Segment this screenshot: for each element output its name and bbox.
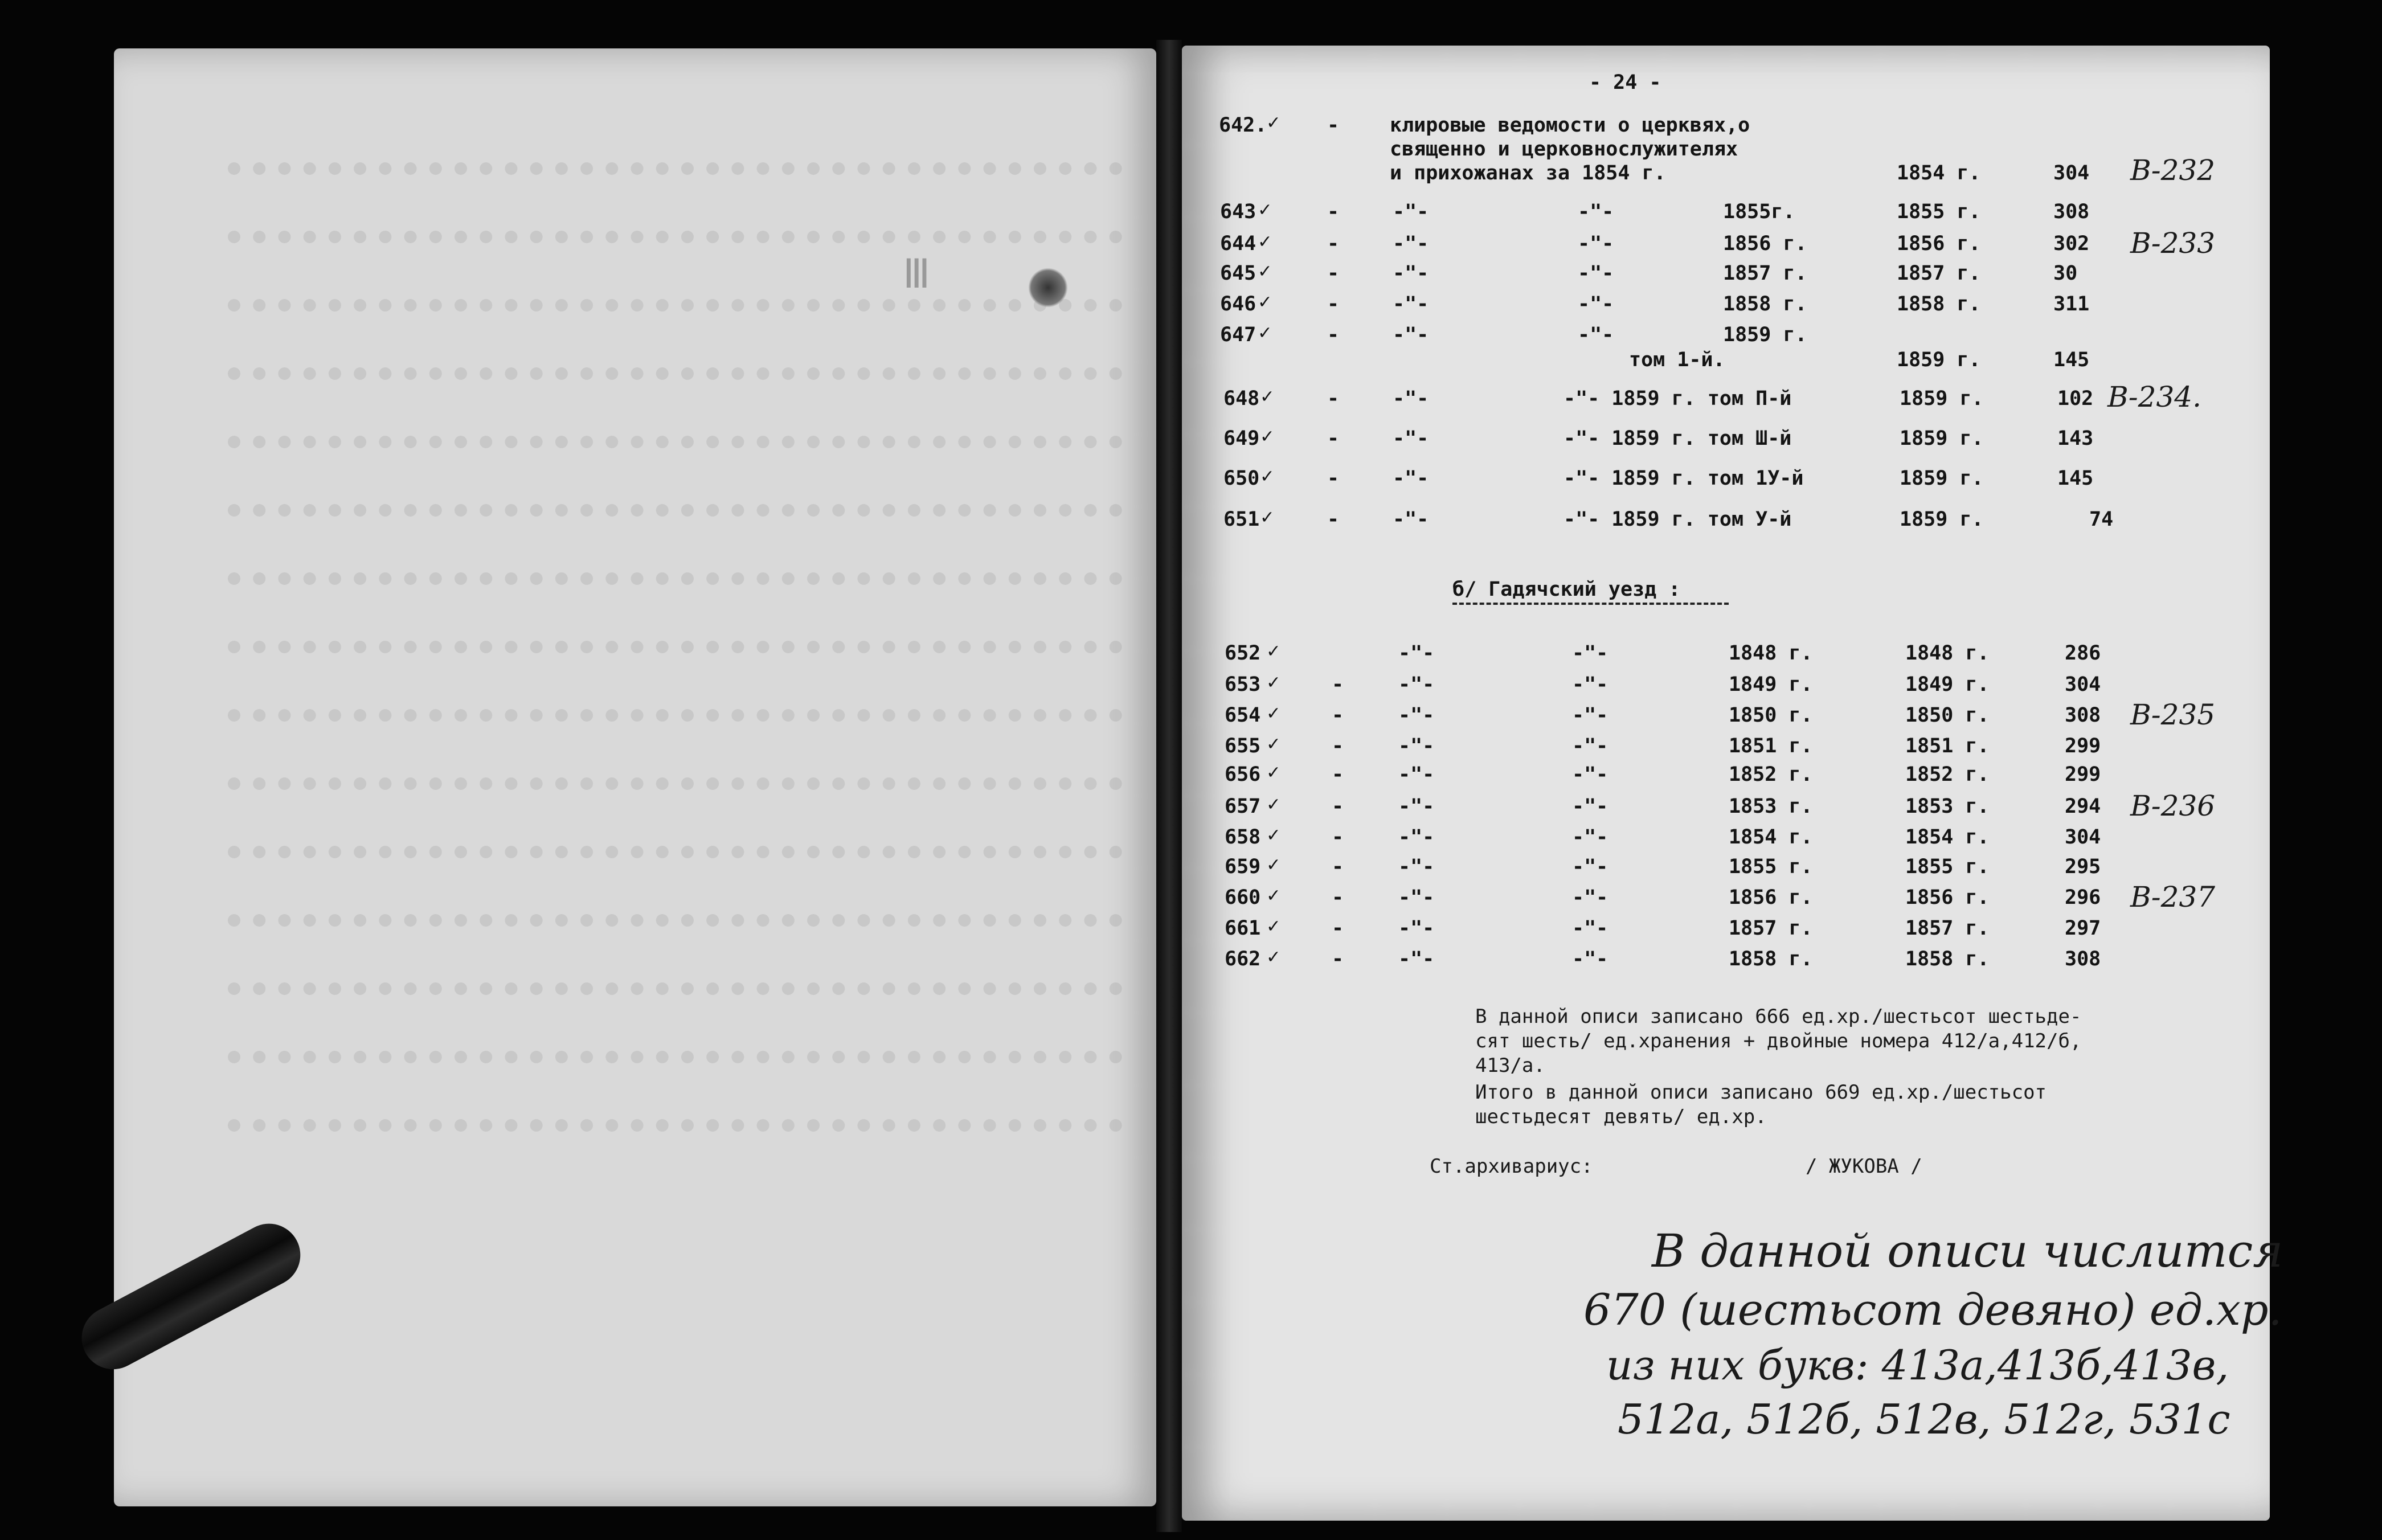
total-line: Итого в данной описи записано 669 ед.хр./шестьсот	[1475, 1081, 2047, 1104]
signature-label: Ст.архивариус:	[1430, 1155, 1593, 1178]
entry-number: 656	[1225, 763, 1261, 786]
entry-number: 662	[1225, 948, 1261, 970]
entry-year-label: 1858 г.	[1729, 948, 1813, 970]
ditto-mark: -"-	[1393, 200, 1429, 223]
entry-number: 655	[1225, 735, 1261, 757]
entry-year-label: 1855 г.	[1729, 855, 1813, 878]
bleed-through-line	[228, 299, 1122, 312]
check-mark: ✓	[1261, 465, 1274, 488]
check-mark: ✓	[1267, 732, 1280, 755]
entry-pages: 296	[2065, 886, 2101, 909]
bleed-through-line	[228, 709, 1122, 722]
entry-dash: -	[1332, 673, 1344, 696]
entry-number: 661	[1225, 917, 1261, 940]
entry-year-label: 1851 г.	[1729, 735, 1813, 757]
check-mark: ✓	[1267, 671, 1280, 694]
check-mark: ✓	[1259, 260, 1271, 282]
check-mark: ✓	[1259, 321, 1271, 344]
entry-pages: 143	[2057, 427, 2094, 450]
ditto-mark: -"-	[1572, 855, 1609, 878]
box-number: В-236	[2130, 789, 2216, 822]
ditto-mark: -"-	[1572, 763, 1609, 786]
ditto-mark: -"-	[1393, 427, 1429, 450]
heading-underline	[1452, 603, 1729, 605]
entry-year-label: 1853 г.	[1729, 795, 1813, 818]
ditto-mark: -"-	[1398, 826, 1435, 849]
entry-year-label: 1859 г.	[1723, 323, 1807, 346]
book-spine	[1156, 40, 1182, 1532]
entry-year: 1854 г.	[1897, 162, 1981, 185]
entry-year-label: 1857 г.	[1723, 262, 1807, 285]
entry-year: 1851 г.	[1905, 735, 1990, 757]
entry-year-label: 1856 г.	[1723, 232, 1807, 255]
ditto-mark: -"-	[1572, 704, 1609, 727]
handwritten-line: из них букв: 413а,413б,413в,	[1606, 1341, 2229, 1389]
total-line: шестьдесят девять/ ед.хр.	[1475, 1105, 1767, 1128]
entry-number: 649	[1223, 427, 1260, 450]
entry-year-label: 1858 г.	[1723, 293, 1807, 316]
entry-year: 1856 г.	[1905, 886, 1990, 909]
entry-number: 643	[1220, 200, 1257, 223]
ditto-mark: -"-	[1572, 886, 1609, 909]
entry-pages: 294	[2065, 795, 2101, 818]
section-heading: б/ Гадячский уезд :	[1452, 578, 1681, 601]
entry-year: 1853 г.	[1905, 795, 1990, 818]
entry-pages: 311	[2053, 293, 2090, 316]
entry-year: 1850 г.	[1905, 704, 1990, 727]
check-mark: ✓	[1267, 824, 1280, 846]
handwritten-line: 670 (шестьсот девяно) ед.хр.	[1583, 1284, 2282, 1335]
ditto-mark: -"-	[1578, 262, 1614, 285]
check-mark: ✓	[1267, 945, 1280, 968]
ditto-volume: -"- 1859 г. том П-й	[1564, 387, 1792, 410]
ditto-mark: -"-	[1398, 855, 1435, 878]
entry-year-label: 1849 г.	[1729, 673, 1813, 696]
entry-dash: -	[1327, 427, 1340, 450]
ditto-mark: -"-	[1578, 232, 1614, 255]
entry-pages: 102	[2057, 387, 2094, 410]
entry-year-label: 1855г.	[1723, 200, 1795, 223]
entry-pages: 297	[2065, 917, 2101, 940]
check-mark: ✓	[1267, 793, 1280, 816]
entry-year: 1857 г.	[1905, 917, 1990, 940]
left-page-mark: Ⅲ	[903, 251, 931, 297]
entry-number: 646	[1220, 293, 1257, 316]
entry-dash: -	[1327, 323, 1340, 346]
ditto-mark: -"-	[1578, 200, 1614, 223]
entry-pages: 304	[2065, 826, 2101, 849]
entry-pages: 295	[2065, 855, 2101, 878]
handwritten-line: 512а, 512б, 512в, 512г, 531с	[1618, 1395, 2230, 1443]
entry-dash: -	[1332, 948, 1344, 970]
signature-name: / ЖУКОВА /	[1806, 1155, 1922, 1178]
entry-dash: -	[1332, 735, 1344, 757]
ditto-mark: -"-	[1572, 795, 1609, 818]
entry-year: 1848 г.	[1905, 642, 1990, 665]
ditto-mark: -"-	[1572, 917, 1609, 940]
entry-dash: -	[1332, 855, 1344, 878]
entry-dash: -	[1332, 704, 1344, 727]
ditto-mark: -"-	[1393, 293, 1429, 316]
entry-year: 1859 г.	[1900, 508, 1984, 531]
entry-number: 657	[1225, 795, 1261, 818]
check-mark: ✓	[1267, 884, 1280, 907]
handwritten-line: В данной описи числится	[1652, 1224, 2283, 1277]
ink-stain	[1028, 268, 1068, 308]
bleed-through-line	[228, 641, 1122, 653]
entry-year: 1852 г.	[1905, 763, 1990, 786]
entry-number: 658	[1225, 826, 1261, 849]
ditto-mark: -"-	[1393, 508, 1429, 531]
entry-description: клировые ведомости о церквях,о	[1390, 114, 1750, 137]
ditto-mark: -"-	[1578, 323, 1614, 346]
bleed-through-line	[228, 504, 1122, 517]
bleed-through-line	[228, 846, 1122, 858]
entry-year: 1859 г.	[1897, 349, 1981, 371]
check-mark: ✓	[1259, 198, 1271, 221]
ditto-mark: -"-	[1572, 642, 1609, 665]
entry-number: 648	[1223, 387, 1260, 410]
entry-pages: 308	[2065, 704, 2101, 727]
entry-pages: 302	[2053, 232, 2090, 255]
ditto-mark: -"-	[1572, 948, 1609, 970]
entry-description: и прихожанах за 1854 г.	[1390, 162, 1666, 185]
entry-dash: -	[1327, 467, 1340, 490]
entry-number: 659	[1225, 855, 1261, 878]
check-mark: ✓	[1261, 506, 1274, 529]
entry-year: 1858 г.	[1897, 293, 1981, 316]
ditto-mark: -"-	[1572, 826, 1609, 849]
entry-description: священно и церковнослужителях	[1390, 138, 1738, 161]
ditto-mark: -"-	[1398, 642, 1435, 665]
summary-line: В данной описи записано 666 ед.хр./шестьсот шестьде-	[1475, 1005, 2082, 1028]
entry-year-label: 1852 г.	[1729, 763, 1813, 786]
check-mark: ✓	[1261, 385, 1274, 408]
entry-pages: 145	[2053, 349, 2090, 371]
entry-dash: -	[1327, 508, 1340, 531]
ditto-mark: -"-	[1393, 323, 1429, 346]
entry-pages: 304	[2053, 162, 2090, 185]
bleed-through-line	[228, 231, 1122, 243]
check-mark: ✓	[1267, 640, 1280, 662]
ditto-mark: -"-	[1393, 387, 1429, 410]
entry-pages: 286	[2065, 642, 2101, 665]
entry-dash: -	[1327, 232, 1340, 255]
ditto-mark: -"-	[1572, 673, 1609, 696]
ditto-mark: -"-	[1393, 467, 1429, 490]
ditto-volume: -"- 1859 г. том У-й	[1564, 508, 1792, 531]
entry-number: 660	[1225, 886, 1261, 909]
entry-number: 650	[1223, 467, 1260, 490]
entry-year-label: 1856 г.	[1729, 886, 1813, 909]
bleed-through-line	[228, 1051, 1122, 1063]
entry-year-label: 1854 г.	[1729, 826, 1813, 849]
entry-dash: -	[1327, 293, 1340, 316]
entry-year: 1858 г.	[1905, 948, 1990, 970]
entry-number: 647	[1220, 323, 1257, 346]
entry-year-label: 1857 г.	[1729, 917, 1813, 940]
box-number: В-237	[2130, 880, 2216, 914]
box-number: В-232	[2130, 154, 2216, 187]
check-mark: ✓	[1259, 230, 1271, 253]
bleed-through-line	[228, 914, 1122, 927]
entry-year: 1855 г.	[1897, 200, 1981, 223]
ditto-mark: -"-	[1398, 795, 1435, 818]
entry-dash: -	[1332, 763, 1344, 786]
entry-pages: 30	[2053, 262, 2078, 285]
box-number: В-234.	[2107, 380, 2201, 413]
entry-pages: 74	[2089, 508, 2114, 531]
bleed-through-line	[228, 777, 1122, 790]
check-mark: ✓	[1267, 111, 1280, 134]
entry-pages: 308	[2053, 200, 2090, 223]
entry-year-label: 1850 г.	[1729, 704, 1813, 727]
entry-year: 1857 г.	[1897, 262, 1981, 285]
entry-dash: -	[1327, 262, 1340, 285]
entry-year: 1859 г.	[1900, 387, 1984, 410]
box-number: В-233	[2130, 227, 2216, 260]
check-mark: ✓	[1259, 290, 1271, 313]
entry-number: 645	[1220, 262, 1257, 285]
check-mark: ✓	[1261, 425, 1274, 448]
bleed-through-line	[228, 162, 1122, 175]
entry-dash: -	[1332, 826, 1344, 849]
entry-year: 1859 г.	[1900, 467, 1984, 490]
entry-year: 1856 г.	[1897, 232, 1981, 255]
ditto-mark: -"-	[1572, 735, 1609, 757]
entry-dash: -	[1332, 917, 1344, 940]
entry-number: 653	[1225, 673, 1261, 696]
entry-dash: -	[1327, 114, 1340, 137]
page-number: - 24 -	[1589, 71, 1661, 94]
summary-line: сят шесть/ ед.хранения + двойные номера 412/а,412/б,	[1475, 1030, 2082, 1052]
volume-label: том 1-й.	[1629, 349, 1725, 371]
bleed-through-line	[228, 1119, 1122, 1132]
check-mark: ✓	[1267, 702, 1280, 724]
entry-year: 1849 г.	[1905, 673, 1990, 696]
entry-pages: 145	[2057, 467, 2094, 490]
ditto-volume: -"- 1859 г. том 1У-й	[1564, 467, 1804, 490]
entry-pages: 304	[2065, 673, 2101, 696]
entry-pages: 299	[2065, 735, 2101, 757]
ditto-mark: -"-	[1398, 886, 1435, 909]
ditto-mark: -"-	[1393, 232, 1429, 255]
entry-dash: -	[1327, 200, 1340, 223]
bleed-through-line	[228, 982, 1122, 995]
ditto-mark: -"-	[1578, 293, 1614, 316]
entry-dash: -	[1332, 795, 1344, 818]
entry-year: 1854 г.	[1905, 826, 1990, 849]
ditto-mark: -"-	[1398, 917, 1435, 940]
ditto-mark: -"-	[1393, 262, 1429, 285]
entry-pages: 299	[2065, 763, 2101, 786]
entry-number: 652	[1225, 642, 1261, 665]
ditto-mark: -"-	[1398, 948, 1435, 970]
entry-number: 644	[1220, 232, 1257, 255]
entry-number: 651	[1223, 508, 1260, 531]
ditto-volume: -"- 1859 г. том Ш-й	[1564, 427, 1792, 450]
check-mark: ✓	[1267, 853, 1280, 876]
entry-year-label: 1848 г.	[1729, 642, 1813, 665]
entry-year: 1859 г.	[1900, 427, 1984, 450]
check-mark: ✓	[1267, 915, 1280, 937]
entry-dash: -	[1327, 387, 1340, 410]
ditto-mark: -"-	[1398, 673, 1435, 696]
ditto-mark: -"-	[1398, 763, 1435, 786]
entry-year: 1855 г.	[1905, 855, 1990, 878]
bleed-through-line	[228, 572, 1122, 585]
bleed-through-line	[228, 367, 1122, 380]
entry-number: 654	[1225, 704, 1261, 727]
ditto-mark: -"-	[1398, 704, 1435, 727]
check-mark: ✓	[1267, 761, 1280, 784]
box-number: В-235	[2130, 698, 2216, 731]
entry-dash: -	[1332, 886, 1344, 909]
summary-line: 413/а.	[1475, 1054, 1545, 1077]
bleed-through-line	[228, 436, 1122, 448]
entry-pages: 308	[2065, 948, 2101, 970]
ditto-mark: -"-	[1398, 735, 1435, 757]
entry-number: 642.	[1219, 114, 1267, 137]
